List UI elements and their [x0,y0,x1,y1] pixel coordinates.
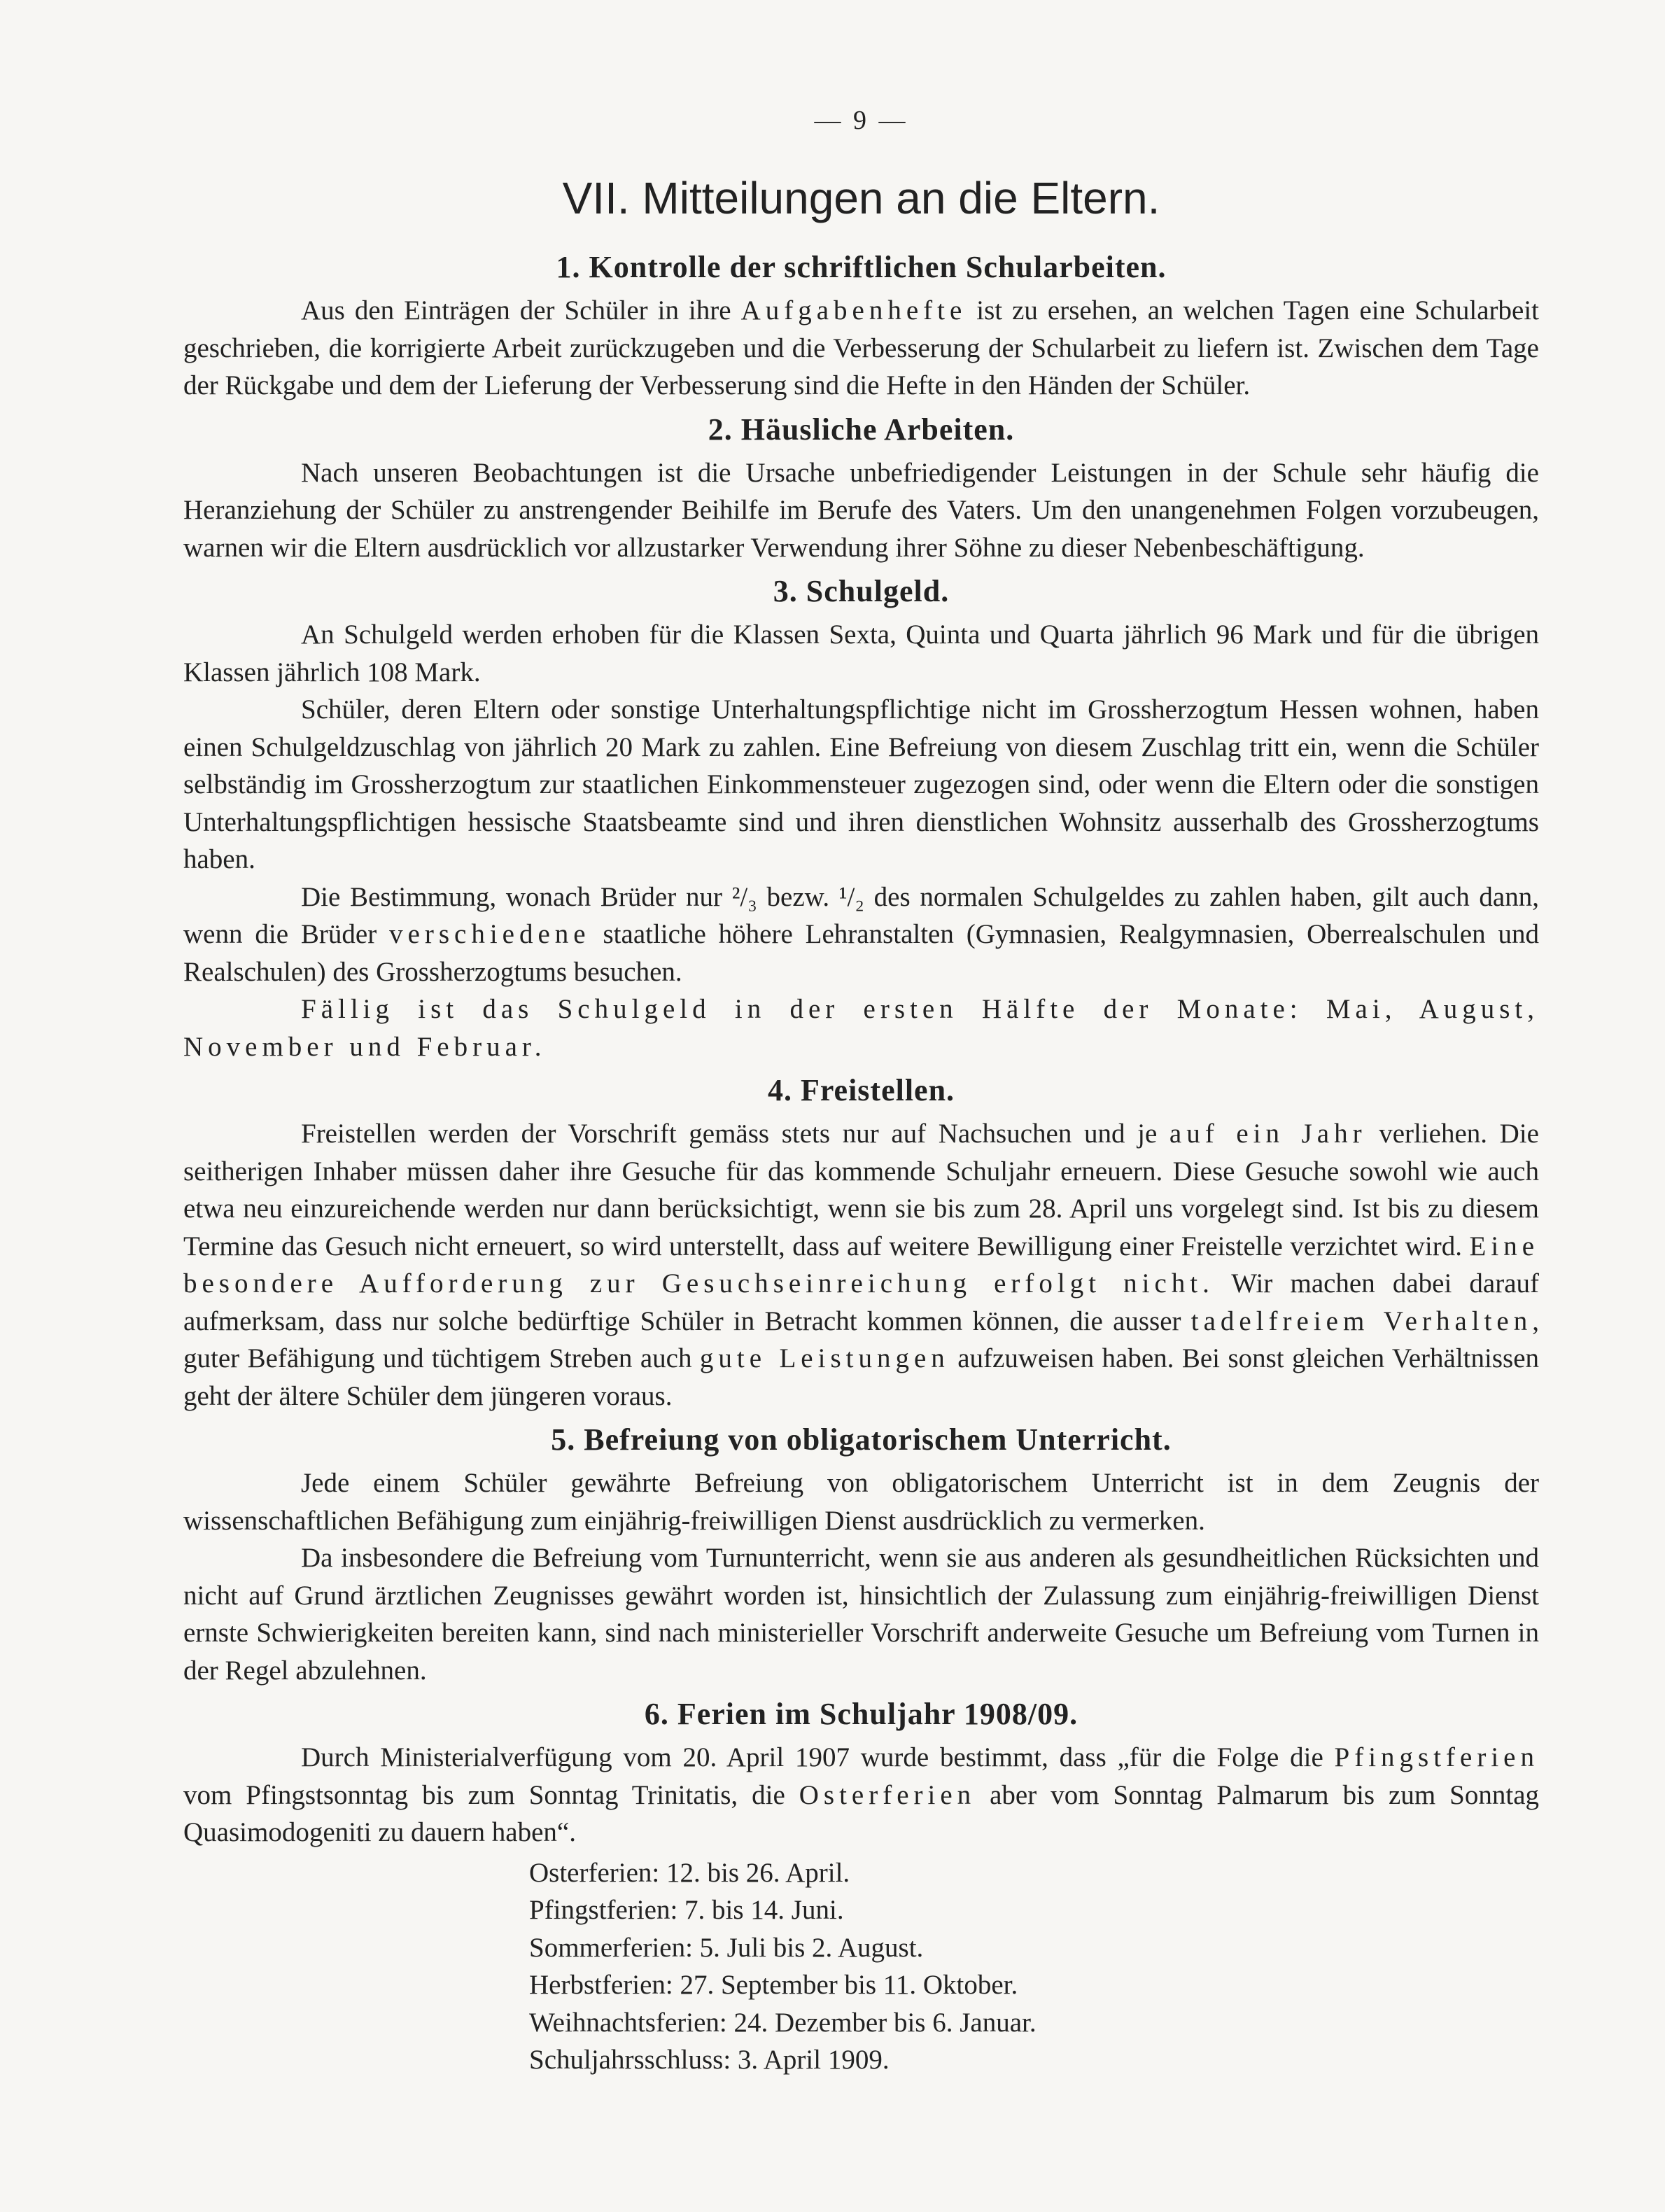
section-heading: 1. Kontrolle der schriftlichen Schularbeiten. [556,250,1167,284]
spaced-emphasis: tadelfreiem Verhalten [1190,1306,1533,1336]
section-5 [183,1422,1539,1689]
text-run: Jede einem Schüler gewährte Befreiung von obligatorischem Unterricht ist in dem Zeugnis der wissenschaftlichen Befähigung zum einjährig-freiwilligen Dienst ausdrücklich zu vermerken. [183,1468,1539,1536]
sections-container [183,249,1539,1851]
holiday-item: Osterferien: 12. bis 26. April. [529,1857,850,1888]
spaced-emphasis: Aufgabenhefte [740,295,967,326]
text-run: Die Bestimmung, wonach Brüder nur ²/₃ bezw. ¹/₂ des normalen Schulgeldes zu zahlen haben, gilt auch dann, wenn die Brüder [183,881,1539,949]
text-run: Schüler, deren Eltern oder sonstige Unterhaltungspflichtige nicht im Grossherzogtum Hessen wohnen, haben einen Schulgeldzuschlag von jährlich 20 Mark zu zahlen. Eine Befreiung von diesem Zuschlag tritt ein, wenn die Schüler selbständig im Grossherzogtum zur staatlichen Einkommensteuer zugezogen sind, oder wenn die Eltern oder die sonstigen Unterhaltungspflichtigen hessische Staatsbeamte sind und ihren dienstlichen Wohnsitz ausserhalb des Grossherzogtums haben. [183,694,1539,874]
section-heading: 6. Ferien im Schuljahr 1908/09. [644,1697,1079,1731]
section-heading: 2. Häusliche Arbeiten. [708,412,1015,447]
text-run: aufzuweisen haben. Bei sonst gleichen Verhältnissen geht der ältere Schüler dem jüngeren voraus. [183,1343,1540,1411]
section-3 [183,573,1539,1065]
spaced-emphasis: Osterferien [799,1779,976,1810]
paragraph [183,1464,1539,1539]
text-run: An Schulgeld werden erhoben für die Klassen Sexta, Quinta und Quarta jährlich 96 Mark und für die übrigen Klassen jährlich 108 Mark. [183,620,1539,687]
text-run: ist zu ersehen, an welchen Tagen eine Schularbeit geschrieben, die korrigierte Arbeit zurückzugeben und die Verbesserung der Schularbeit zu liefern ist. Zwischen dem Tage der Rückgabe und dem der Lieferung der Verbesserung sind die Hefte in den Händen der Schüler. [183,295,1540,400]
text-run: Freistellen werden der Vorschrift gemäss stets nur auf Nachsuchen und je [301,1119,1169,1149]
section-heading: 4. Freistellen. [767,1073,955,1107]
paragraph [183,616,1539,691]
text-run: vom Pfingstsonntag bis zum Sonntag Trinitatis, die [183,1779,799,1810]
holiday-item: Sommerferien: 5. Juli bis 2. August. [529,1932,924,1963]
paragraph [183,878,1539,991]
page-title: VII. Mitteilungen an die Eltern. [562,173,1160,223]
holiday-item: Schuljahrsschluss: 3. April 1909. [529,2045,890,2075]
text-run: verliehen. Die seitherigen Inhaber müssen daher ihre Gesuche für das kommende Schuljahr erneuern. Diese Gesuche sowohl wie auch etwa neu einzureichende werden nur dann berücksichtigt, wenn sie bis zum 28. April uns vorgelegt sind. Ist bis zu diesem Termine das Gesuch nicht erneuert, so wird unterstellt, dass auf weitere Bewilligung einer Freistelle verzichtet wird. [183,1119,1539,1261]
holiday-item: Herbstferien: 27. September bis 11. Oktober. [529,1970,1018,2000]
text-run: Aus den Einträgen der Schüler in ihre [301,295,741,326]
text-run: Da insbesondere die Befreiung vom Turnunterricht, wenn sie aus anderen als gesundheitlichen Rücksichten und nicht auf Grund ärztlichen Zeugnisses gewährt worden ist, hinsichtlich der Zulassung zum einjährig-freiwilligen Dienst ernste Schwierigkeiten bereiten kann, sind nach ministerieller Vorschrift anderweite Gesuche um Befreiung vom Turnen in der Regel abzulehnen. [183,1543,1539,1686]
text-run: Durch Ministerialverfügung vom 20. April 1907 wurde bestimmt, dass „für die Folge die [301,1742,1335,1772]
section-1 [183,249,1539,405]
section-heading: 5. Befreiung von obligatorischem Unterricht. [551,1422,1172,1457]
holiday-list [529,1854,1539,2079]
paragraph [183,691,1539,878]
section-4 [183,1072,1539,1415]
spaced-emphasis: Pfingstferien [1334,1742,1539,1772]
holiday-item: Weihnachtsferien: 24. Dezember bis 6. Januar. [529,2007,1037,2038]
text-run: Nach unseren Beobachtungen ist die Ursache unbefriedigender Leistungen in der Schule sehr häufig die Heranziehung der Schüler zu anstrengender Beihilfe im Berufe des Vaters. Um den unangenehmen Folgen vorzubeugen, warnen wir die Eltern ausdrücklich vor allzustarker Verwendung ihrer Söhne zu dieser Nebenbeschäftigung. [183,457,1539,563]
spaced-emphasis: Eine besondere Aufforderung zur Gesuchseinreichung erfolgt nicht. [183,1231,1539,1298]
text-run: aber vom Sonntag Palmarum bis zum Sonntag Quasimodogeniti zu dauern haben“. [183,1779,1539,1847]
spaced-emphasis: verschiedene [389,919,591,949]
spaced-emphasis: gute Leistungen [699,1343,950,1373]
text-run: staatliche höhere Lehranstalten (Gymnasien, Realgymnasien, Oberrealschulen und Realschulen) des Grossherzogtums besuchen. [183,919,1539,987]
section-2 [183,412,1539,567]
paragraph [183,454,1539,567]
paragraph [183,990,1539,1065]
paragraph [183,1739,1539,1851]
text-run: Wir machen dabei darauf aufmerksam, dass nur solche bedürftige Schüler in Betracht kommen können, die ausser [183,1268,1540,1336]
holiday-item: Pfingstferien: 7. bis 14. Juni. [529,1895,844,1925]
section-heading: 3. Schulgeld. [773,574,950,608]
page-number: — 9 — [814,106,908,135]
paragraph [183,1115,1539,1415]
text-run: , guter Befähigung und tüchtigem Streben auch [183,1306,1539,1373]
paragraph [183,292,1539,405]
spaced-emphasis: auf ein Jahr [1169,1119,1367,1149]
section-6 [183,1696,1539,1851]
paragraph [183,1539,1539,1689]
spaced-emphasis: Fällig ist das Schulgeld in der ersten Hälfte der Monate: Mai, August, November und Februar. [183,994,1539,1062]
